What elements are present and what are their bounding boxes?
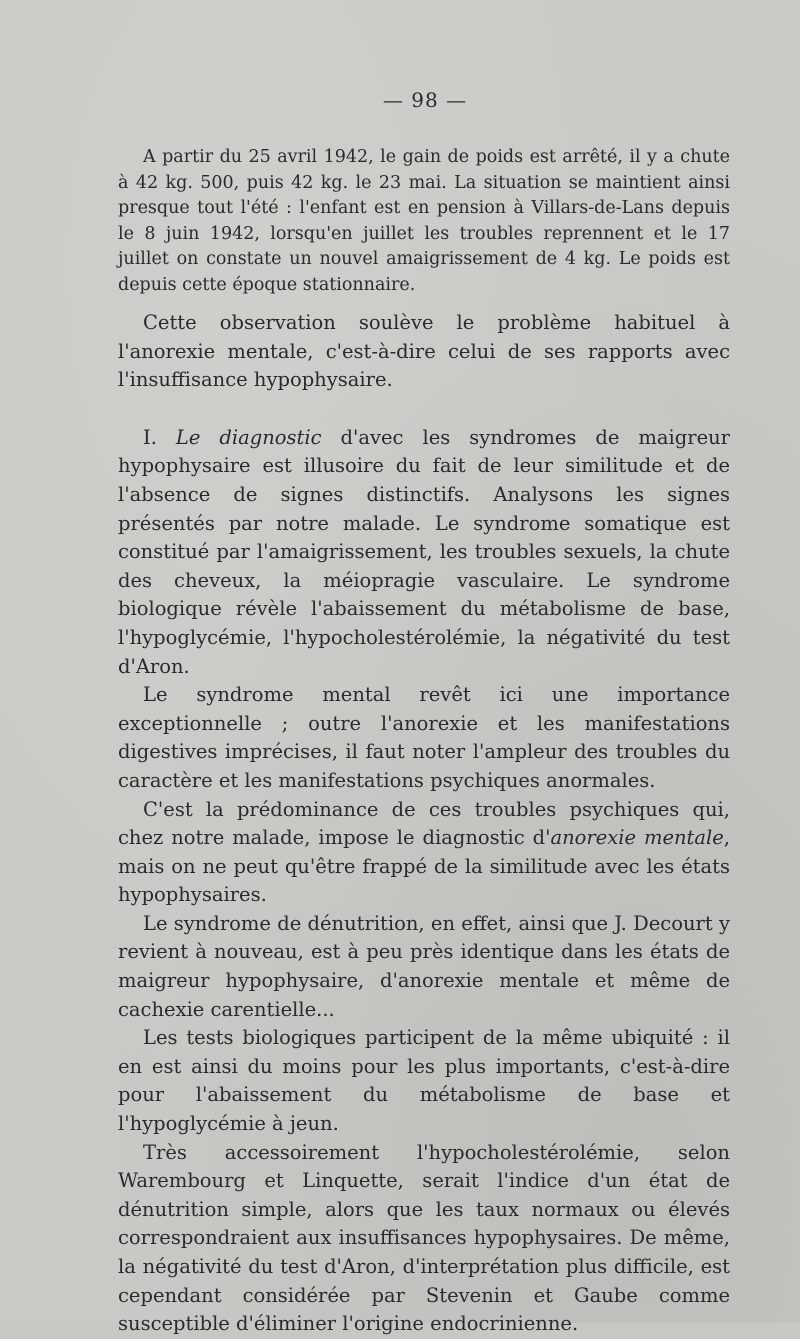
opening-paragraph-block <box>118 145 730 298</box>
paragraph-tests: Les tests biologiques participent de la même ubiquité : il en est ainsi du moins pour les plus importants, c'est-à-dire pour l'abaissement du métabolisme de base et l'hypoglycémie à jeun. <box>118 1026 730 1136</box>
emphasis-anorexie: anorexie mentale <box>550 826 724 850</box>
paragraph-intro: Cette observation soulève le problème habituel à l'anorexie mentale, c'est-à-dire celui de ses rapports avec l'insuffisance hypophysaire. <box>118 311 730 392</box>
main-text-block <box>118 309 730 1339</box>
paragraph-diagnostic <box>118 424 730 681</box>
page-number: — 98 — <box>382 88 468 112</box>
paragraph-mental: Le syndrome mental revêt ici une importance exceptionnelle ; outre l'anorexie et les manifestations digestives imprécises, il faut noter l'ampleur des troubles du caractère et les manifestations psychiques anormales. <box>118 683 730 792</box>
paragraph-predominance: C'est la prédominance de ces troubles psychiques qui, chez notre malade, impose le diagnostic d'anorexie mentale, mais on ne peut qu'être frappé de la similitude avec les états hypophysaires. <box>118 797 730 907</box>
section-number: I. <box>143 425 157 449</box>
paragraph-denutrition: Le syndrome de dénutrition, en effet, ainsi que J. Decourt y revient à nouveau, est à peu près identique dans les états de maigreur hypophysaire, d'anorexie mentale et même de cachexie carentielle... <box>118 911 730 1021</box>
paragraph-accessoire: Très accessoirement l'hypocholestérolémie, selon Warembourg et Linquette, serait l'indice d'un état de dénutrition simple, alors que les taux normaux ou élevés correspondraient aux insuffisances hypophysaires. De même, la négativité du test d'Aron, d'interprétation plus difficile, est cependant considérée par Stevenin et Gaube comme susceptible d'éliminer l'origine endocrinienne. <box>118 1140 730 1336</box>
section-title: Le diagnostic <box>175 425 322 449</box>
paragraph: A partir du 25 avril 1942, le gain de poids est arrêté, il y a chute à 42 kg. 500, puis 42 kg. le 23 mai. La situation se maintient ainsi presque tout l'été : l'enfant est en pension à Villars-de-Lans depuis le 8 juin 1942, lorsqu'en juillet les troubles reprennent et le 17 juillet on constate un nouvel amaigrissement de 4 kg. Le poids est depuis cette époque stationnaire. <box>118 147 730 295</box>
section-text: d'avec les syndromes de maigreur hypophysaire est illusoire du fait de leur similitude et de l'absence de signes distinctifs. Analysons les signes présentés par notre malade. Le syndrome somatique est constitué par l'amaigrissement, les troubles sexuels, la chute des cheveux, la méiopragie vasculaire. Le syndrome biologique révèle l'abaissement du métabolisme de base, l'hypoglycémie, l'hypocholestérolémie, la négativité du test d'Aron. <box>118 425 730 678</box>
